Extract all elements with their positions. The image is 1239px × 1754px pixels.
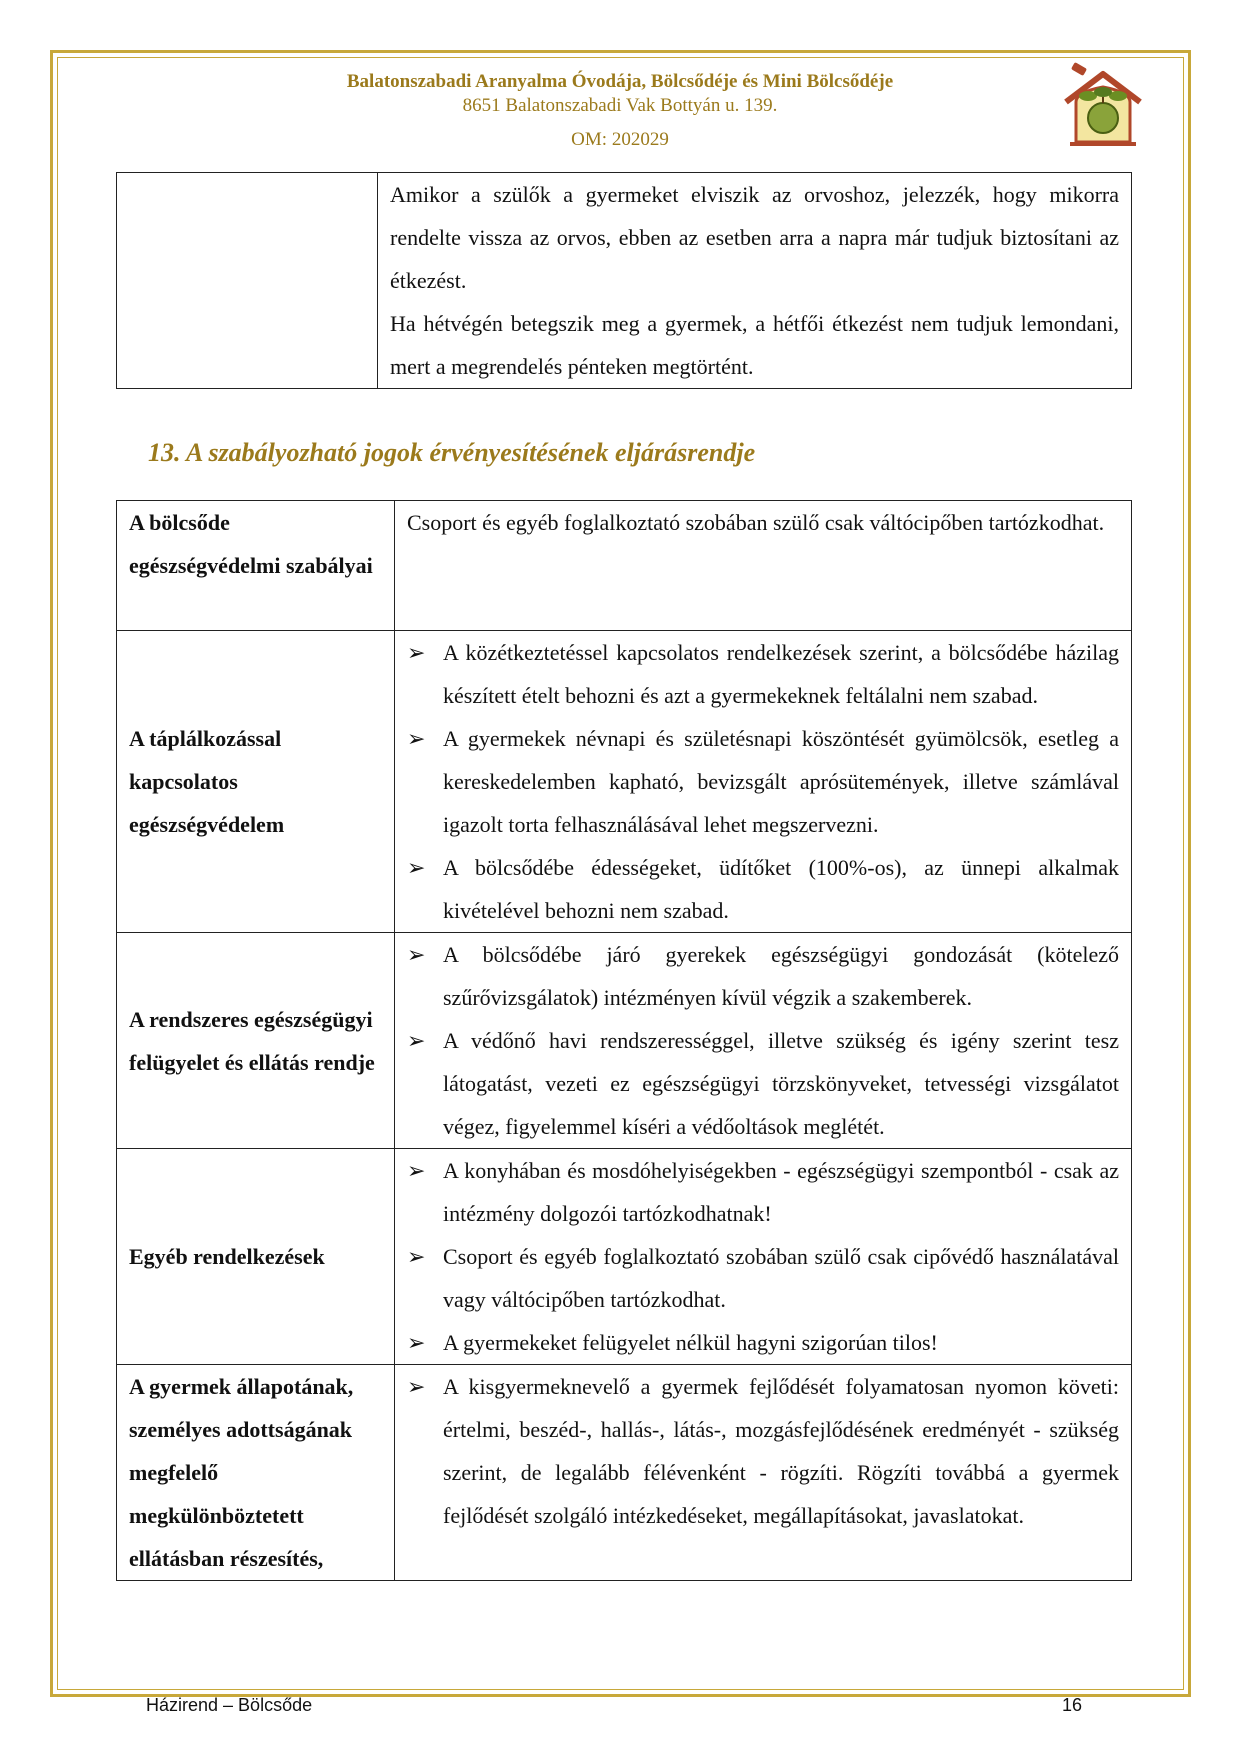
list-item: ➢ A bölcsődébe édességeket, üdítőket (100%-os), az ünnepi alkalmak kivételével behozni nem szabad. <box>407 846 1119 932</box>
arrow-bullet-icon: ➢ <box>407 1028 426 1053</box>
row-content <box>395 1365 1132 1581</box>
arrow-bullet-icon: ➢ <box>407 726 426 751</box>
letterhead <box>200 70 1040 152</box>
list-item: ➢ A bölcsődébe járó gyerekek egészségügyi gondozását (kötelező szűrővizsgálatok) intézményen kívül végzik a szakemberek. <box>407 933 1119 1019</box>
section-heading: 13. A szabályozható jogok érvényesítésének eljárásrendje <box>148 438 756 467</box>
page-number: 16 <box>1062 1695 1083 1715</box>
list-item: ➢ A közétkeztetéssel kapcsolatos rendelkezések szerint, a bölcsődébe házilag készített ételt behozni és azt a gyermekeknek feltálalni nem szabad. <box>407 631 1119 717</box>
table-row <box>117 631 1132 933</box>
arrow-bullet-icon: ➢ <box>407 1330 426 1355</box>
list-item: ➢ A gyermekeket felügyelet nélkül hagyni szigorúan tilos! <box>407 1321 1119 1364</box>
row-label: A gyermek állapotának, személyes adottságának megfelelő megkülönböztetett ellátásban részesítés, <box>117 1365 395 1581</box>
list-item: ➢ A konyhában és mosdóhelyiségekben - egészségügyi szempontból - csak az intézmény dolgozói tartózkodhatnak! <box>407 1149 1119 1235</box>
arrow-bullet-icon: ➢ <box>407 1158 426 1183</box>
list-item: ➢ A kisgyermeknevelő a gyermek fejlődését folyamatosan nyomon követi: értelmi, beszéd-, hallás-, látás-, mozgásfejlődésének eredményét - szükség szerint, de legalább félévenként - rögzíti. Rögzíti továbbá a gyermek fejlődését szolgáló intézkedéseket, megállapításokat, javaslatokat. <box>407 1365 1119 1537</box>
institution-address: 8651 Balatonszabadi Vak Bottyán u. 139. <box>462 95 778 116</box>
bullet-list <box>407 933 1119 1148</box>
table-row <box>117 933 1132 1149</box>
arrow-bullet-icon: ➢ <box>407 640 426 665</box>
row-text: Csoport és egyéb foglalkoztató szobában szülő csak váltócipőben tartózkodhat. <box>395 501 1132 631</box>
rules-table <box>116 500 1132 1581</box>
table-row <box>117 501 1132 631</box>
list-item: ➢ Csoport és egyéb foglalkoztató szobában szülő csak cipővédő használatával vagy váltócipőben tartózkodhat. <box>407 1235 1119 1321</box>
institution-name: Balatonszabadi Aranyalma Óvodája, Bölcsődéje és Mini Bölcsődéje <box>346 71 894 92</box>
arrow-bullet-icon: ➢ <box>407 1374 426 1399</box>
institution-om: OM: 202029 <box>571 129 669 150</box>
arrow-bullet-icon: ➢ <box>407 855 426 880</box>
row-label: A rendszeres egészségügyi felügyelet és ellátás rendje <box>117 933 395 1149</box>
table-row <box>117 1149 1132 1365</box>
row-label: Egyéb rendelkezések <box>117 1149 395 1365</box>
list-item: ➢ A védőnő havi rendszerességgel, illetve szükség és igény szerint tesz látogatást, vezeti ez egészségügyi törzskönyveket, tetvességi vizsgálatot végez, figyelemmel kíséri a védőoltások meglétét. <box>407 1019 1119 1148</box>
bullet-list <box>407 631 1119 932</box>
paragraph: Amikor a szülők a gyermeket elviszik az orvoshoz, jelezzék, hogy mikorra rendelte vissza az orvos, ebben az esetben arra a napra már tudjuk biztosítani az étkezést. <box>390 182 1119 293</box>
arrow-bullet-icon: ➢ <box>407 1244 426 1269</box>
apple-logo-icon <box>1058 62 1148 152</box>
arrow-bullet-icon: ➢ <box>407 942 426 967</box>
table-row <box>117 1365 1132 1581</box>
table-row <box>117 173 1132 389</box>
row-label: A táplálkozással kapcsolatos egészségvédelem <box>117 631 395 933</box>
paragraph: Ha hétvégén betegszik meg a gyermek, a hétfői étkezést nem tudjuk lemondani, mert a megrendelés pénteken megtörtént. <box>390 311 1119 379</box>
row-content <box>395 631 1132 933</box>
table-cell-empty <box>117 173 378 389</box>
table-cell-text <box>378 173 1132 389</box>
row-content <box>395 933 1132 1149</box>
row-label: A bölcsőde egészségvédelmi szabályai <box>117 501 395 631</box>
list-item: ➢ A gyermekek névnapi és születésnapi köszöntését gyümölcsök, esetleg a kereskedelemben kapható, bevizsgált aprósütemények, illetve számlával igazolt torta felhasználásával lehet megszervezni. <box>407 717 1119 846</box>
previous-table-continuation <box>116 172 1132 389</box>
bullet-list <box>407 1149 1119 1364</box>
footer-title: Házirend – Bölcsőde <box>146 1695 313 1715</box>
bullet-list <box>407 1365 1119 1537</box>
row-content <box>395 1149 1132 1365</box>
